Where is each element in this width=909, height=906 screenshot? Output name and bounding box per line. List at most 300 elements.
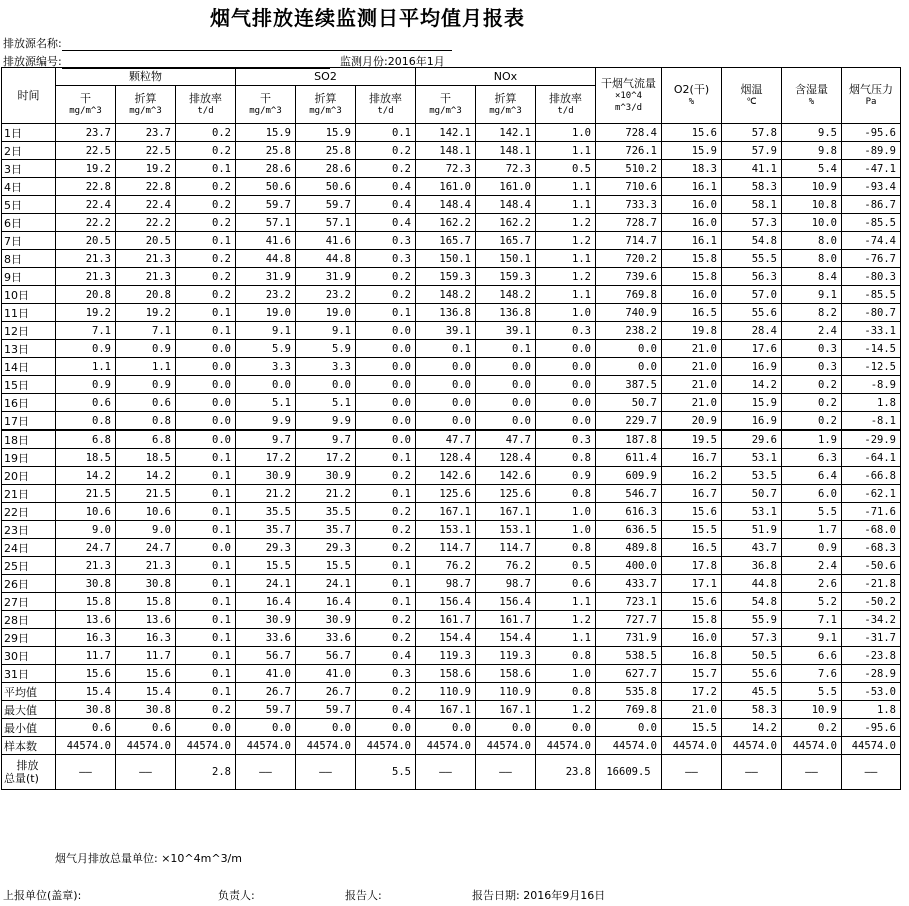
table-cell: 0.9	[782, 539, 842, 557]
table-cell: 1.0	[536, 665, 596, 683]
table-cell: 0.2	[356, 160, 416, 178]
table-cell: 7.1	[782, 611, 842, 629]
table-cell: 0.2	[176, 250, 236, 268]
table-cell: 16.8	[662, 647, 722, 665]
table-cell: 41.0	[296, 665, 356, 683]
table-cell: 41.6	[236, 232, 296, 250]
table-cell: 728.4	[596, 124, 662, 142]
table-row	[2, 340, 901, 358]
row-label: 26日	[2, 575, 56, 593]
total-row	[2, 755, 901, 790]
table-cell: -71.6	[842, 503, 901, 521]
table-cell: 53.5	[722, 467, 782, 485]
table-cell: 16.1	[662, 178, 722, 196]
table-cell: 0.0	[176, 394, 236, 412]
table-cell: 16.5	[662, 539, 722, 557]
table-cell: 0.0	[596, 340, 662, 358]
report-table	[1, 67, 901, 790]
table-row	[2, 250, 901, 268]
table-cell: 56.7	[236, 647, 296, 665]
table-row	[2, 358, 901, 376]
table-cell: 7.6	[782, 665, 842, 683]
row-label: 3日	[2, 160, 56, 178]
table-cell: 22.2	[116, 214, 176, 232]
table-cell: 22.8	[116, 178, 176, 196]
table-cell: 28.6	[236, 160, 296, 178]
table-cell: 0.0	[356, 719, 416, 737]
table-cell: 21.3	[116, 250, 176, 268]
table-cell: 187.8	[596, 430, 662, 449]
table-cell: -76.7	[842, 250, 901, 268]
table-cell: 0.5	[536, 557, 596, 575]
total-label-line1: 排放	[16, 759, 39, 772]
table-cell: 50.6	[296, 178, 356, 196]
table-cell: 0.3	[536, 322, 596, 340]
table-cell: 0.1	[176, 611, 236, 629]
total-cell: 5.5	[356, 755, 416, 790]
table-cell: 159.3	[416, 268, 476, 286]
table-cell: 136.8	[476, 304, 536, 322]
table-cell: 0.1	[356, 575, 416, 593]
row-label: 1日	[2, 124, 56, 142]
table-cell: 0.0	[476, 358, 536, 376]
table-cell: 136.8	[416, 304, 476, 322]
row-label: 最大值	[2, 701, 56, 719]
table-cell: 29.3	[236, 539, 296, 557]
table-cell: 0.1	[176, 647, 236, 665]
table-cell: 8.2	[782, 304, 842, 322]
table-cell: 167.1	[476, 503, 536, 521]
table-cell: 17.6	[722, 340, 782, 358]
table-row	[2, 719, 901, 737]
table-cell: 148.1	[416, 142, 476, 160]
table-cell: 0.2	[176, 286, 236, 304]
table-cell: 20.5	[116, 232, 176, 250]
table-cell: 18.3	[662, 160, 722, 178]
row-label: 22日	[2, 503, 56, 521]
table-cell: 0.2	[356, 286, 416, 304]
table-cell: 148.4	[476, 196, 536, 214]
table-cell: 55.6	[722, 304, 782, 322]
table-cell: 733.3	[596, 196, 662, 214]
table-cell: 535.8	[596, 683, 662, 701]
table-row	[2, 322, 901, 340]
table-cell: 0.8	[536, 485, 596, 503]
table-cell: 0.0	[176, 340, 236, 358]
source-code-label: 排放源编号:	[3, 55, 62, 68]
table-cell: 39.1	[416, 322, 476, 340]
table-cell: 158.6	[416, 665, 476, 683]
table-cell: 0.0	[356, 412, 416, 431]
total-label	[2, 755, 56, 790]
table-cell: 0.0	[356, 376, 416, 394]
table-cell: 15.8	[662, 268, 722, 286]
table-cell: 148.4	[416, 196, 476, 214]
table-cell: 1.1	[536, 178, 596, 196]
table-cell: 44.8	[722, 575, 782, 593]
table-cell: 22.5	[56, 142, 116, 160]
table-cell: 0.3	[536, 430, 596, 449]
header-o2	[662, 68, 722, 124]
table-row	[2, 575, 901, 593]
table-cell: 0.0	[176, 719, 236, 737]
row-label: 30日	[2, 647, 56, 665]
table-row	[2, 521, 901, 539]
report-title: 烟气排放连续监测日平均值月报表	[210, 6, 525, 30]
table-cell: -47.1	[842, 160, 901, 178]
table-cell: 0.2	[356, 521, 416, 539]
table-cell: 726.1	[596, 142, 662, 160]
table-cell: 20.8	[56, 286, 116, 304]
table-cell: 0.0	[236, 376, 296, 394]
table-cell: 76.2	[476, 557, 536, 575]
table-cell: 59.7	[296, 701, 356, 719]
table-cell: 19.2	[56, 304, 116, 322]
table-cell: 30.8	[56, 575, 116, 593]
table-cell: 636.5	[596, 521, 662, 539]
table-cell: 16.7	[662, 485, 722, 503]
table-cell: 6.6	[782, 647, 842, 665]
table-cell: 13.6	[116, 611, 176, 629]
table-cell: 21.3	[116, 268, 176, 286]
table-cell: 16.3	[116, 629, 176, 647]
table-cell: 142.1	[416, 124, 476, 142]
table-cell: 0.0	[536, 340, 596, 358]
table-cell: 0.1	[356, 304, 416, 322]
table-cell: 55.6	[722, 665, 782, 683]
table-cell: 1.2	[536, 268, 596, 286]
table-cell: 33.6	[236, 629, 296, 647]
table-cell: 0.2	[356, 683, 416, 701]
table-cell: 1.1	[536, 629, 596, 647]
table-cell: 17.8	[662, 557, 722, 575]
table-cell: -23.8	[842, 647, 901, 665]
total-cell: ——	[236, 755, 296, 790]
table-cell: 162.2	[476, 214, 536, 232]
table-cell: 167.1	[416, 503, 476, 521]
table-cell: 731.9	[596, 629, 662, 647]
table-cell: 21.3	[56, 250, 116, 268]
table-cell: 0.4	[356, 214, 416, 232]
table-cell: 0.0	[176, 376, 236, 394]
table-cell: 154.4	[416, 629, 476, 647]
table-cell: 714.7	[596, 232, 662, 250]
table-cell: 0.0	[176, 358, 236, 376]
table-cell: 44574.0	[236, 737, 296, 755]
table-cell: 57.0	[722, 286, 782, 304]
table-cell: 0.1	[356, 449, 416, 467]
table-cell: 1.1	[536, 142, 596, 160]
table-cell: 17.2	[236, 449, 296, 467]
table-cell: 229.7	[596, 412, 662, 431]
table-cell: 8.4	[782, 268, 842, 286]
table-cell: 0.2	[356, 539, 416, 557]
table-cell: 19.2	[116, 160, 176, 178]
table-cell: 22.8	[56, 178, 116, 196]
table-cell: 44574.0	[56, 737, 116, 755]
table-cell: 2.4	[782, 322, 842, 340]
row-label: 8日	[2, 250, 56, 268]
table-cell: 128.4	[476, 449, 536, 467]
table-cell: 167.1	[416, 701, 476, 719]
table-row	[2, 394, 901, 412]
source-name-field[interactable]	[62, 50, 452, 51]
table-cell: 0.2	[782, 719, 842, 737]
table-cell: 0.3	[356, 232, 416, 250]
table-cell: 119.3	[416, 647, 476, 665]
table-cell: 28.6	[296, 160, 356, 178]
table-cell: 50.6	[236, 178, 296, 196]
row-label: 最小值	[2, 719, 56, 737]
table-cell: 30.9	[236, 467, 296, 485]
table-cell: 0.2	[782, 412, 842, 431]
table-cell: 5.1	[236, 394, 296, 412]
table-cell: 627.7	[596, 665, 662, 683]
row-label: 13日	[2, 340, 56, 358]
table-cell: 30.8	[116, 575, 176, 593]
table-cell: 1.1	[116, 358, 176, 376]
table-cell: 433.7	[596, 575, 662, 593]
table-cell: 30.8	[56, 701, 116, 719]
table-cell: 22.5	[116, 142, 176, 160]
table-cell: 24.1	[236, 575, 296, 593]
table-cell: 0.9	[116, 340, 176, 358]
table-cell: 30.9	[296, 611, 356, 629]
row-label: 4日	[2, 178, 56, 196]
table-cell: 53.1	[722, 503, 782, 521]
table-cell: 47.7	[416, 430, 476, 449]
table-cell: 159.3	[476, 268, 536, 286]
table-cell: 15.9	[662, 142, 722, 160]
total-cell: ——	[476, 755, 536, 790]
table-cell: 15.8	[116, 593, 176, 611]
table-cell: 11.7	[56, 647, 116, 665]
table-cell: 238.2	[596, 322, 662, 340]
table-cell: 1.7	[782, 521, 842, 539]
table-cell: 44574.0	[722, 737, 782, 755]
table-cell: 22.2	[56, 214, 116, 232]
table-cell: 5.2	[782, 593, 842, 611]
table-row	[2, 142, 901, 160]
table-cell: 0.1	[176, 629, 236, 647]
table-cell: 36.8	[722, 557, 782, 575]
table-cell: 35.7	[296, 521, 356, 539]
table-cell: 15.9	[296, 124, 356, 142]
table-cell: 25.8	[296, 142, 356, 160]
table-cell: 15.5	[662, 521, 722, 539]
table-cell: 0.2	[176, 124, 236, 142]
row-label: 10日	[2, 286, 56, 304]
table-cell: 25.8	[236, 142, 296, 160]
table-cell: 110.9	[416, 683, 476, 701]
table-row	[2, 268, 901, 286]
table-cell: 11.7	[116, 647, 176, 665]
table-cell: 0.2	[356, 467, 416, 485]
table-cell: 769.8	[596, 701, 662, 719]
row-label: 16日	[2, 394, 56, 412]
table-cell: 6.3	[782, 449, 842, 467]
table-row	[2, 503, 901, 521]
table-cell: 6.4	[782, 467, 842, 485]
table-cell: 0.8	[536, 683, 596, 701]
header-pm-dry: 干 mg/m^3	[56, 86, 116, 124]
table-cell: -31.7	[842, 629, 901, 647]
table-cell: 6.0	[782, 485, 842, 503]
table-cell: 10.9	[782, 178, 842, 196]
table-cell: 44574.0	[596, 737, 662, 755]
header-o2-label: O2(干)	[673, 82, 710, 96]
row-label: 31日	[2, 665, 56, 683]
footer-unit: 上报单位(盖章):	[3, 889, 82, 902]
table-cell: 0.0	[416, 376, 476, 394]
table-cell: 44574.0	[356, 737, 416, 755]
table-cell: -86.7	[842, 196, 901, 214]
header-pressure-unit: Pa	[865, 96, 877, 107]
table-cell: 1.8	[842, 701, 901, 719]
table-cell: -80.7	[842, 304, 901, 322]
table-cell: 1.2	[536, 701, 596, 719]
table-cell: 15.6	[116, 665, 176, 683]
table-cell: 1.2	[536, 232, 596, 250]
table-cell: 161.0	[476, 178, 536, 196]
table-cell: 167.1	[476, 701, 536, 719]
table-cell: 1.1	[536, 286, 596, 304]
total-cell: ——	[116, 755, 176, 790]
table-cell: 153.1	[416, 521, 476, 539]
table-cell: 114.7	[416, 539, 476, 557]
total-cell: ——	[56, 755, 116, 790]
table-cell: 0.0	[176, 539, 236, 557]
table-cell: 44.8	[236, 250, 296, 268]
row-label: 24日	[2, 539, 56, 557]
table-cell: 59.7	[236, 701, 296, 719]
table-cell: 44574.0	[662, 737, 722, 755]
header-o2-unit: %	[688, 96, 695, 107]
table-row	[2, 557, 901, 575]
table-cell: 14.2	[116, 467, 176, 485]
row-label: 21日	[2, 485, 56, 503]
table-cell: 9.1	[782, 629, 842, 647]
table-cell: 31.9	[236, 268, 296, 286]
table-cell: 616.3	[596, 503, 662, 521]
table-cell: 161.7	[476, 611, 536, 629]
table-cell: 9.0	[116, 521, 176, 539]
table-cell: 0.9	[116, 376, 176, 394]
total-cell: ——	[722, 755, 782, 790]
table-cell: 0.8	[116, 412, 176, 431]
header-flow-label: 干烟气流量	[601, 76, 656, 90]
table-cell: 162.2	[416, 214, 476, 232]
row-label: 6日	[2, 214, 56, 232]
table-cell: 150.1	[416, 250, 476, 268]
table-cell: 154.4	[476, 629, 536, 647]
table-cell: -21.8	[842, 575, 901, 593]
table-cell: 720.2	[596, 250, 662, 268]
table-cell: 0.2	[782, 376, 842, 394]
table-cell: 723.1	[596, 593, 662, 611]
table-cell: 1.0	[536, 503, 596, 521]
table-cell: 41.0	[236, 665, 296, 683]
table-cell: 21.3	[56, 268, 116, 286]
table-cell: 1.1	[536, 593, 596, 611]
table-cell: 19.0	[236, 304, 296, 322]
footer-owner: 负责人:	[218, 889, 255, 902]
row-label: 平均值	[2, 683, 56, 701]
table-cell: 16.9	[722, 412, 782, 431]
footer-date: 报告日期: 2016年9月16日	[472, 889, 606, 902]
table-cell: 5.5	[782, 683, 842, 701]
table-cell: 165.7	[476, 232, 536, 250]
table-cell: 10.6	[56, 503, 116, 521]
table-cell: 142.6	[416, 467, 476, 485]
table-cell: 24.1	[296, 575, 356, 593]
table-cell: 119.3	[476, 647, 536, 665]
table-row	[2, 430, 901, 449]
row-label: 23日	[2, 521, 56, 539]
table-cell: 31.9	[296, 268, 356, 286]
table-cell: 19.8	[662, 322, 722, 340]
table-cell: 98.7	[416, 575, 476, 593]
table-cell: 546.7	[596, 485, 662, 503]
table-cell: 16.1	[662, 232, 722, 250]
row-label: 9日	[2, 268, 56, 286]
table-cell: 7.1	[116, 322, 176, 340]
table-cell: 0.1	[176, 557, 236, 575]
table-cell: 35.5	[236, 503, 296, 521]
table-cell: 47.7	[476, 430, 536, 449]
table-cell: 0.6	[56, 394, 116, 412]
header-so2-converted: 折算 mg/m^3	[296, 86, 356, 124]
table-cell: 3.3	[296, 358, 356, 376]
table-cell: -66.8	[842, 467, 901, 485]
table-cell: 15.5	[236, 557, 296, 575]
row-label: 18日	[2, 430, 56, 449]
table-cell: 0.2	[356, 142, 416, 160]
header-so2-rate: 排放率 t/d	[356, 86, 416, 124]
table-cell: 5.9	[236, 340, 296, 358]
table-cell: 0.0	[416, 719, 476, 737]
table-cell: 0.0	[536, 376, 596, 394]
total-cell: 23.8	[536, 755, 596, 790]
table-row	[2, 467, 901, 485]
row-label: 7日	[2, 232, 56, 250]
table-cell: -68.0	[842, 521, 901, 539]
row-label: 12日	[2, 322, 56, 340]
table-cell: 0.2	[176, 178, 236, 196]
table-cell: 21.2	[236, 485, 296, 503]
table-cell: 44574.0	[842, 737, 901, 755]
table-cell: 0.3	[782, 340, 842, 358]
table-cell: 1.1	[536, 250, 596, 268]
table-cell: 6.8	[116, 430, 176, 449]
table-cell: 8.0	[782, 232, 842, 250]
table-cell: -8.9	[842, 376, 901, 394]
table-cell: 16.0	[662, 286, 722, 304]
total-cell: ——	[662, 755, 722, 790]
table-cell: 0.0	[356, 430, 416, 449]
table-cell: 0.0	[356, 322, 416, 340]
table-cell: 9.9	[296, 412, 356, 431]
table-cell: 9.1	[296, 322, 356, 340]
row-label: 17日	[2, 412, 56, 431]
source-name-label: 排放源名称:	[3, 37, 62, 50]
table-cell: 0.2	[356, 611, 416, 629]
table-cell: 9.8	[782, 142, 842, 160]
table-cell: 30.8	[116, 701, 176, 719]
header-pressure-label: 烟气压力	[849, 82, 893, 96]
table-cell: 110.9	[476, 683, 536, 701]
header-humidity-unit: %	[808, 96, 815, 107]
